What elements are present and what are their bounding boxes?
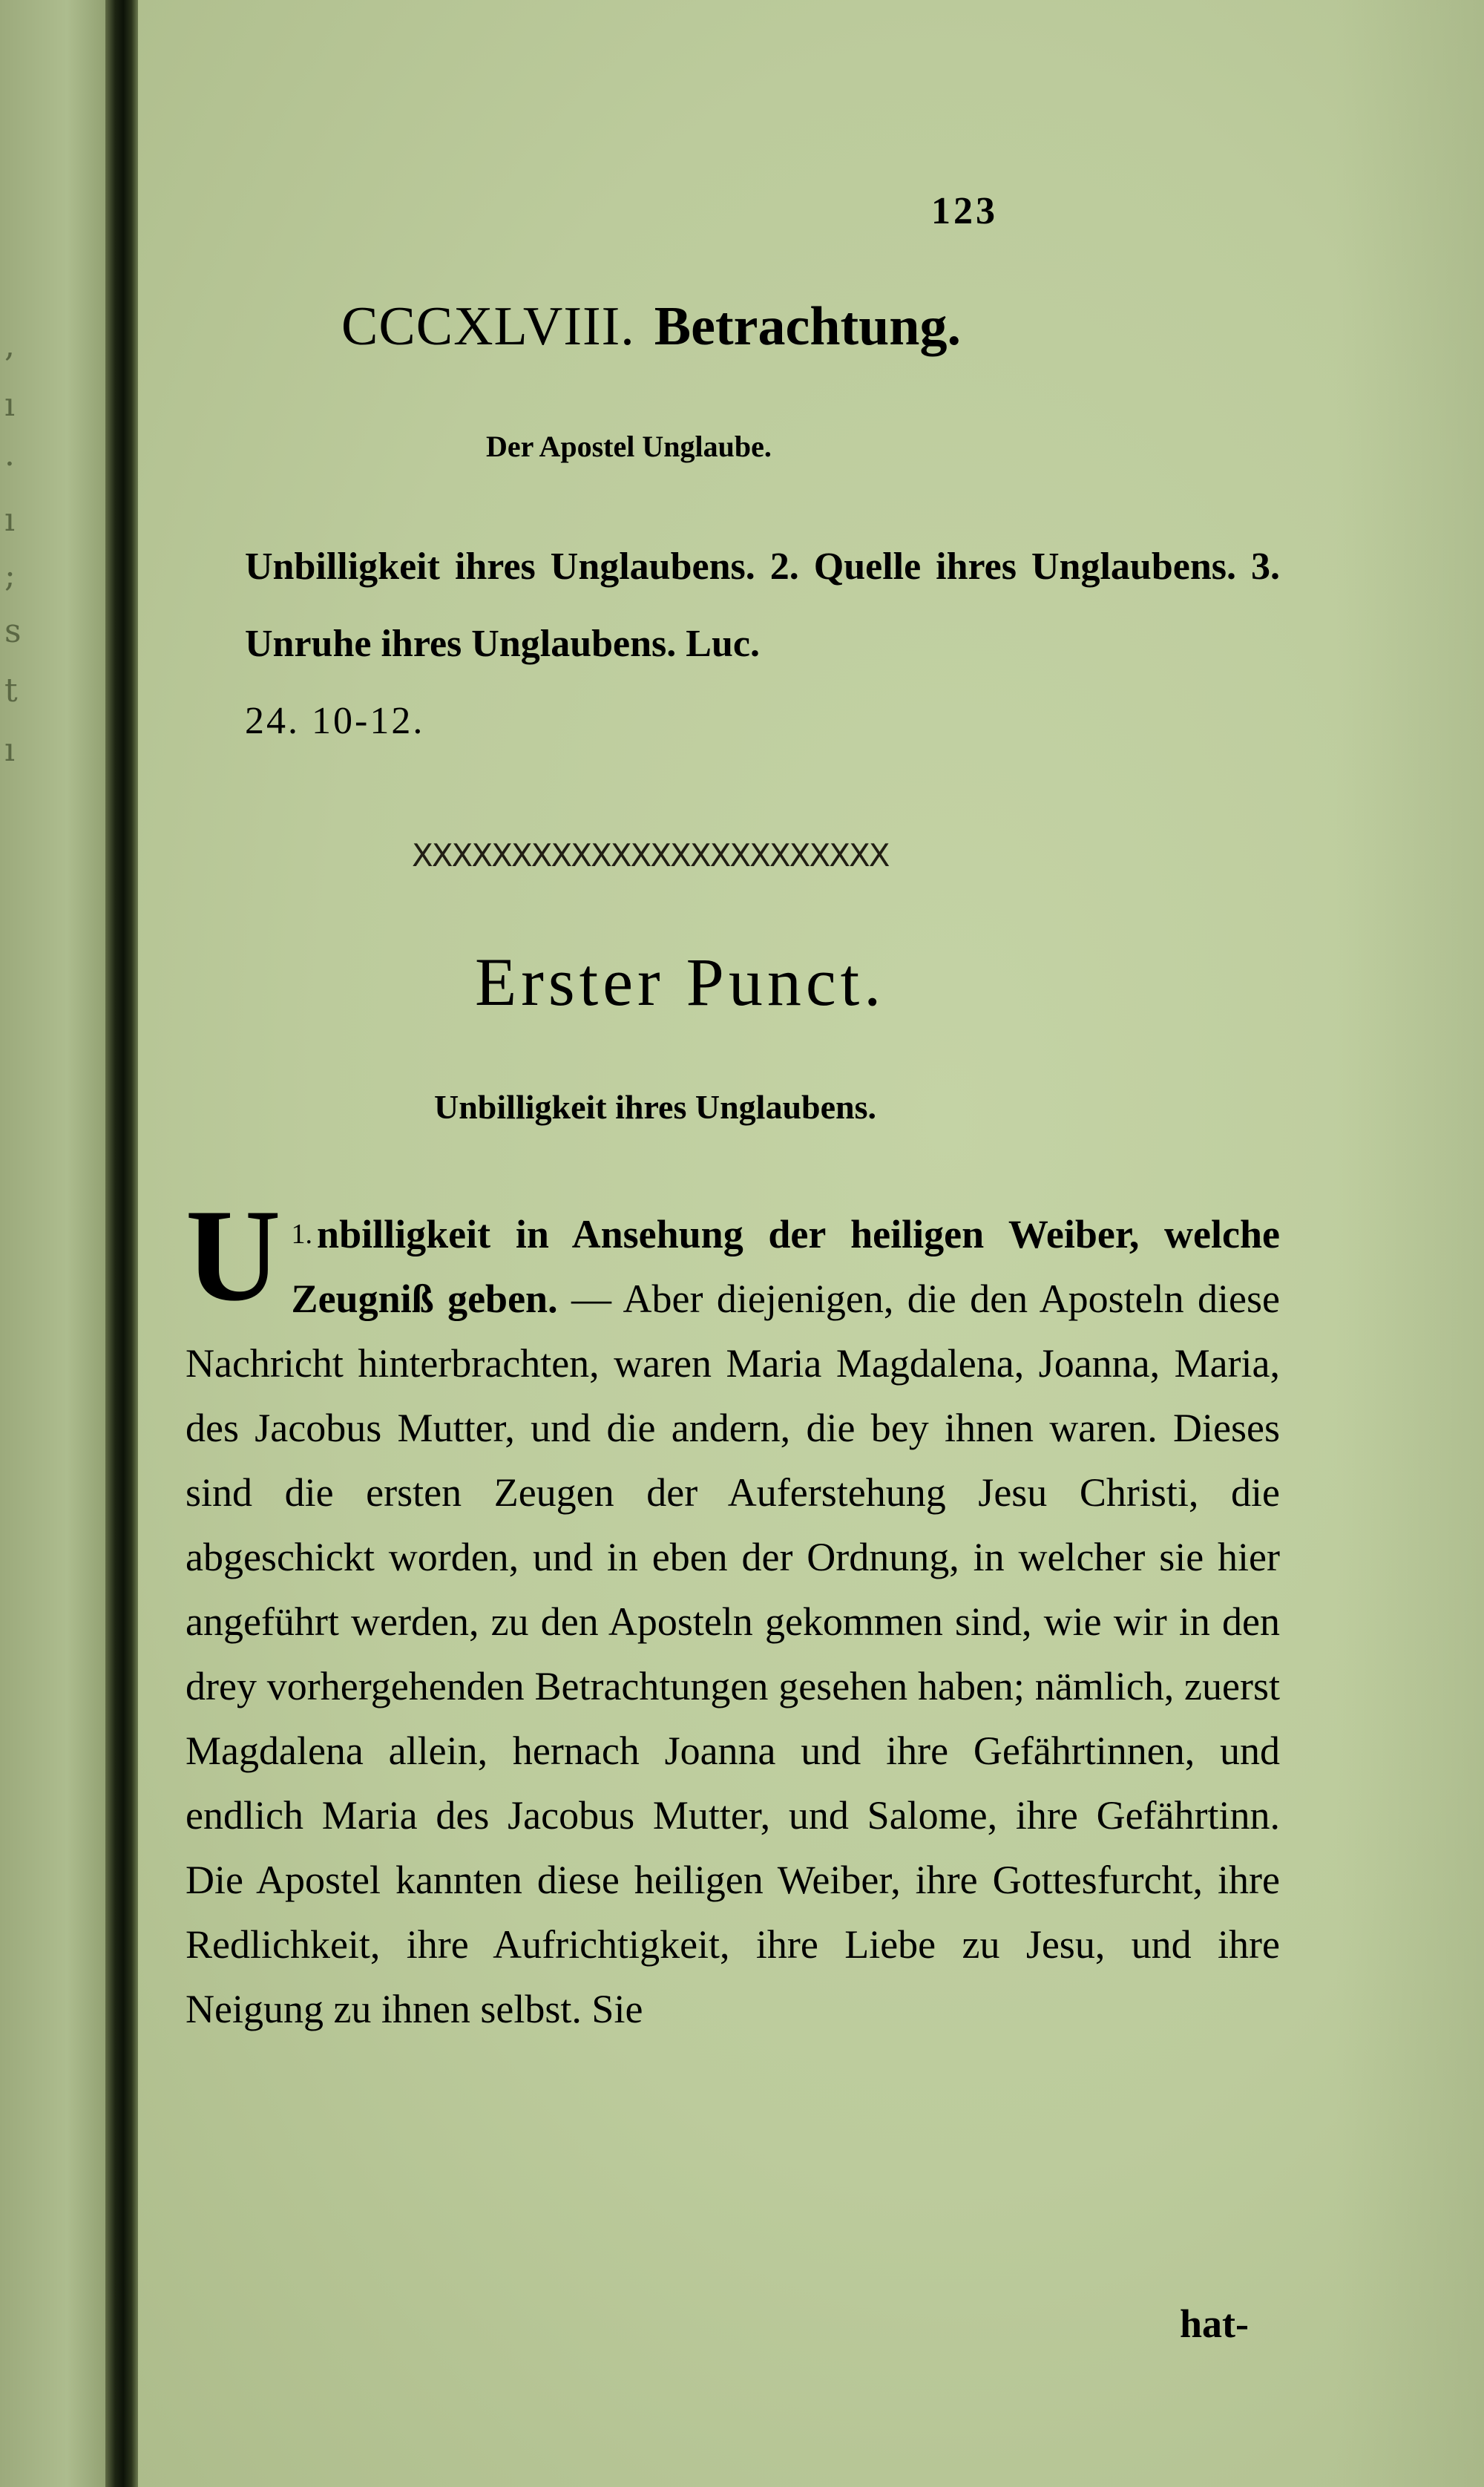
page-number: 123 (931, 190, 998, 232)
chapter-word: Betrachtung. (654, 296, 961, 357)
chapter-heading (341, 295, 961, 358)
paragraph-lead: nbilligkeit in Ansehung der heiligen Weiber, welche Zeugniß geben. (291, 1212, 1280, 1321)
paragraph-number: 1. (291, 1219, 313, 1250)
scripture-reference: 24. 10-12. (245, 700, 425, 742)
paragraph-text: — Aber diejenigen, die den Aposteln diese Nachricht hinterbrachten, waren Maria Magdalena, Joanna, Maria, des Jacobus Mutter, und die andern, die bey ihnen waren. Dieses sind die ersten Zeugen der Auferstehung Jesu Christi, die abgeschickt worden, und in eben der Ordnung, in welcher sie hier angeführt werden, zu den Aposteln gekommen sind, wie wir in den drey vorhergehenden Betrachtungen gesehen haben; nämlich, zuerst Magdalena allein, hernach Joanna und ihre Gefährtinnen, und endlich Maria des Jacobus Mutter, und Salome, ihre Gefährtinn. Die Apostel kannten diese heiligen Weiber, ihre Gottesfurcht, ihre Redlichkeit, ihre Aufrichtigkeit, ihre Liebe zu Jesu, und ihre Neigung zu ihnen selbst. Sie (186, 1277, 1281, 2031)
ornamental-divider: XXXXXXXXXXXXXXXXXXXXXXXX (412, 837, 889, 874)
chapter-numeral: CCCXLVIII. (341, 296, 635, 357)
bleed-mark: ; (4, 557, 16, 594)
body-paragraph (186, 1182, 1281, 2042)
drop-cap: U (186, 1182, 281, 1328)
chapter-summary (245, 528, 1280, 760)
bleed-mark: ı (4, 731, 16, 769)
section-heading: Erster Punct. (475, 944, 886, 1020)
bleed-mark: t (4, 672, 18, 710)
bleed-mark: · (4, 445, 15, 483)
bleed-mark: , (4, 327, 15, 364)
bleed-mark: ı (4, 501, 16, 539)
catchword: hat- (1180, 2301, 1249, 2346)
bleed-mark: ı (4, 386, 16, 424)
section-subtitle: Unbilligkeit ihres Unglaubens. (434, 1088, 877, 1126)
chapter-subtitle: Der Apostel Unglaube. (486, 430, 772, 463)
page-edge-shading (1336, 0, 1484, 2487)
bleed-mark: s (4, 612, 22, 650)
facing-page-edge (0, 0, 111, 2487)
book-gutter (105, 0, 138, 2487)
summary-text: Unbilligkeit ihres Unglaubens. 2. Quelle ihres Unglaubens. 3. Unruhe ihres Unglaubens. Luc. (245, 545, 1280, 665)
